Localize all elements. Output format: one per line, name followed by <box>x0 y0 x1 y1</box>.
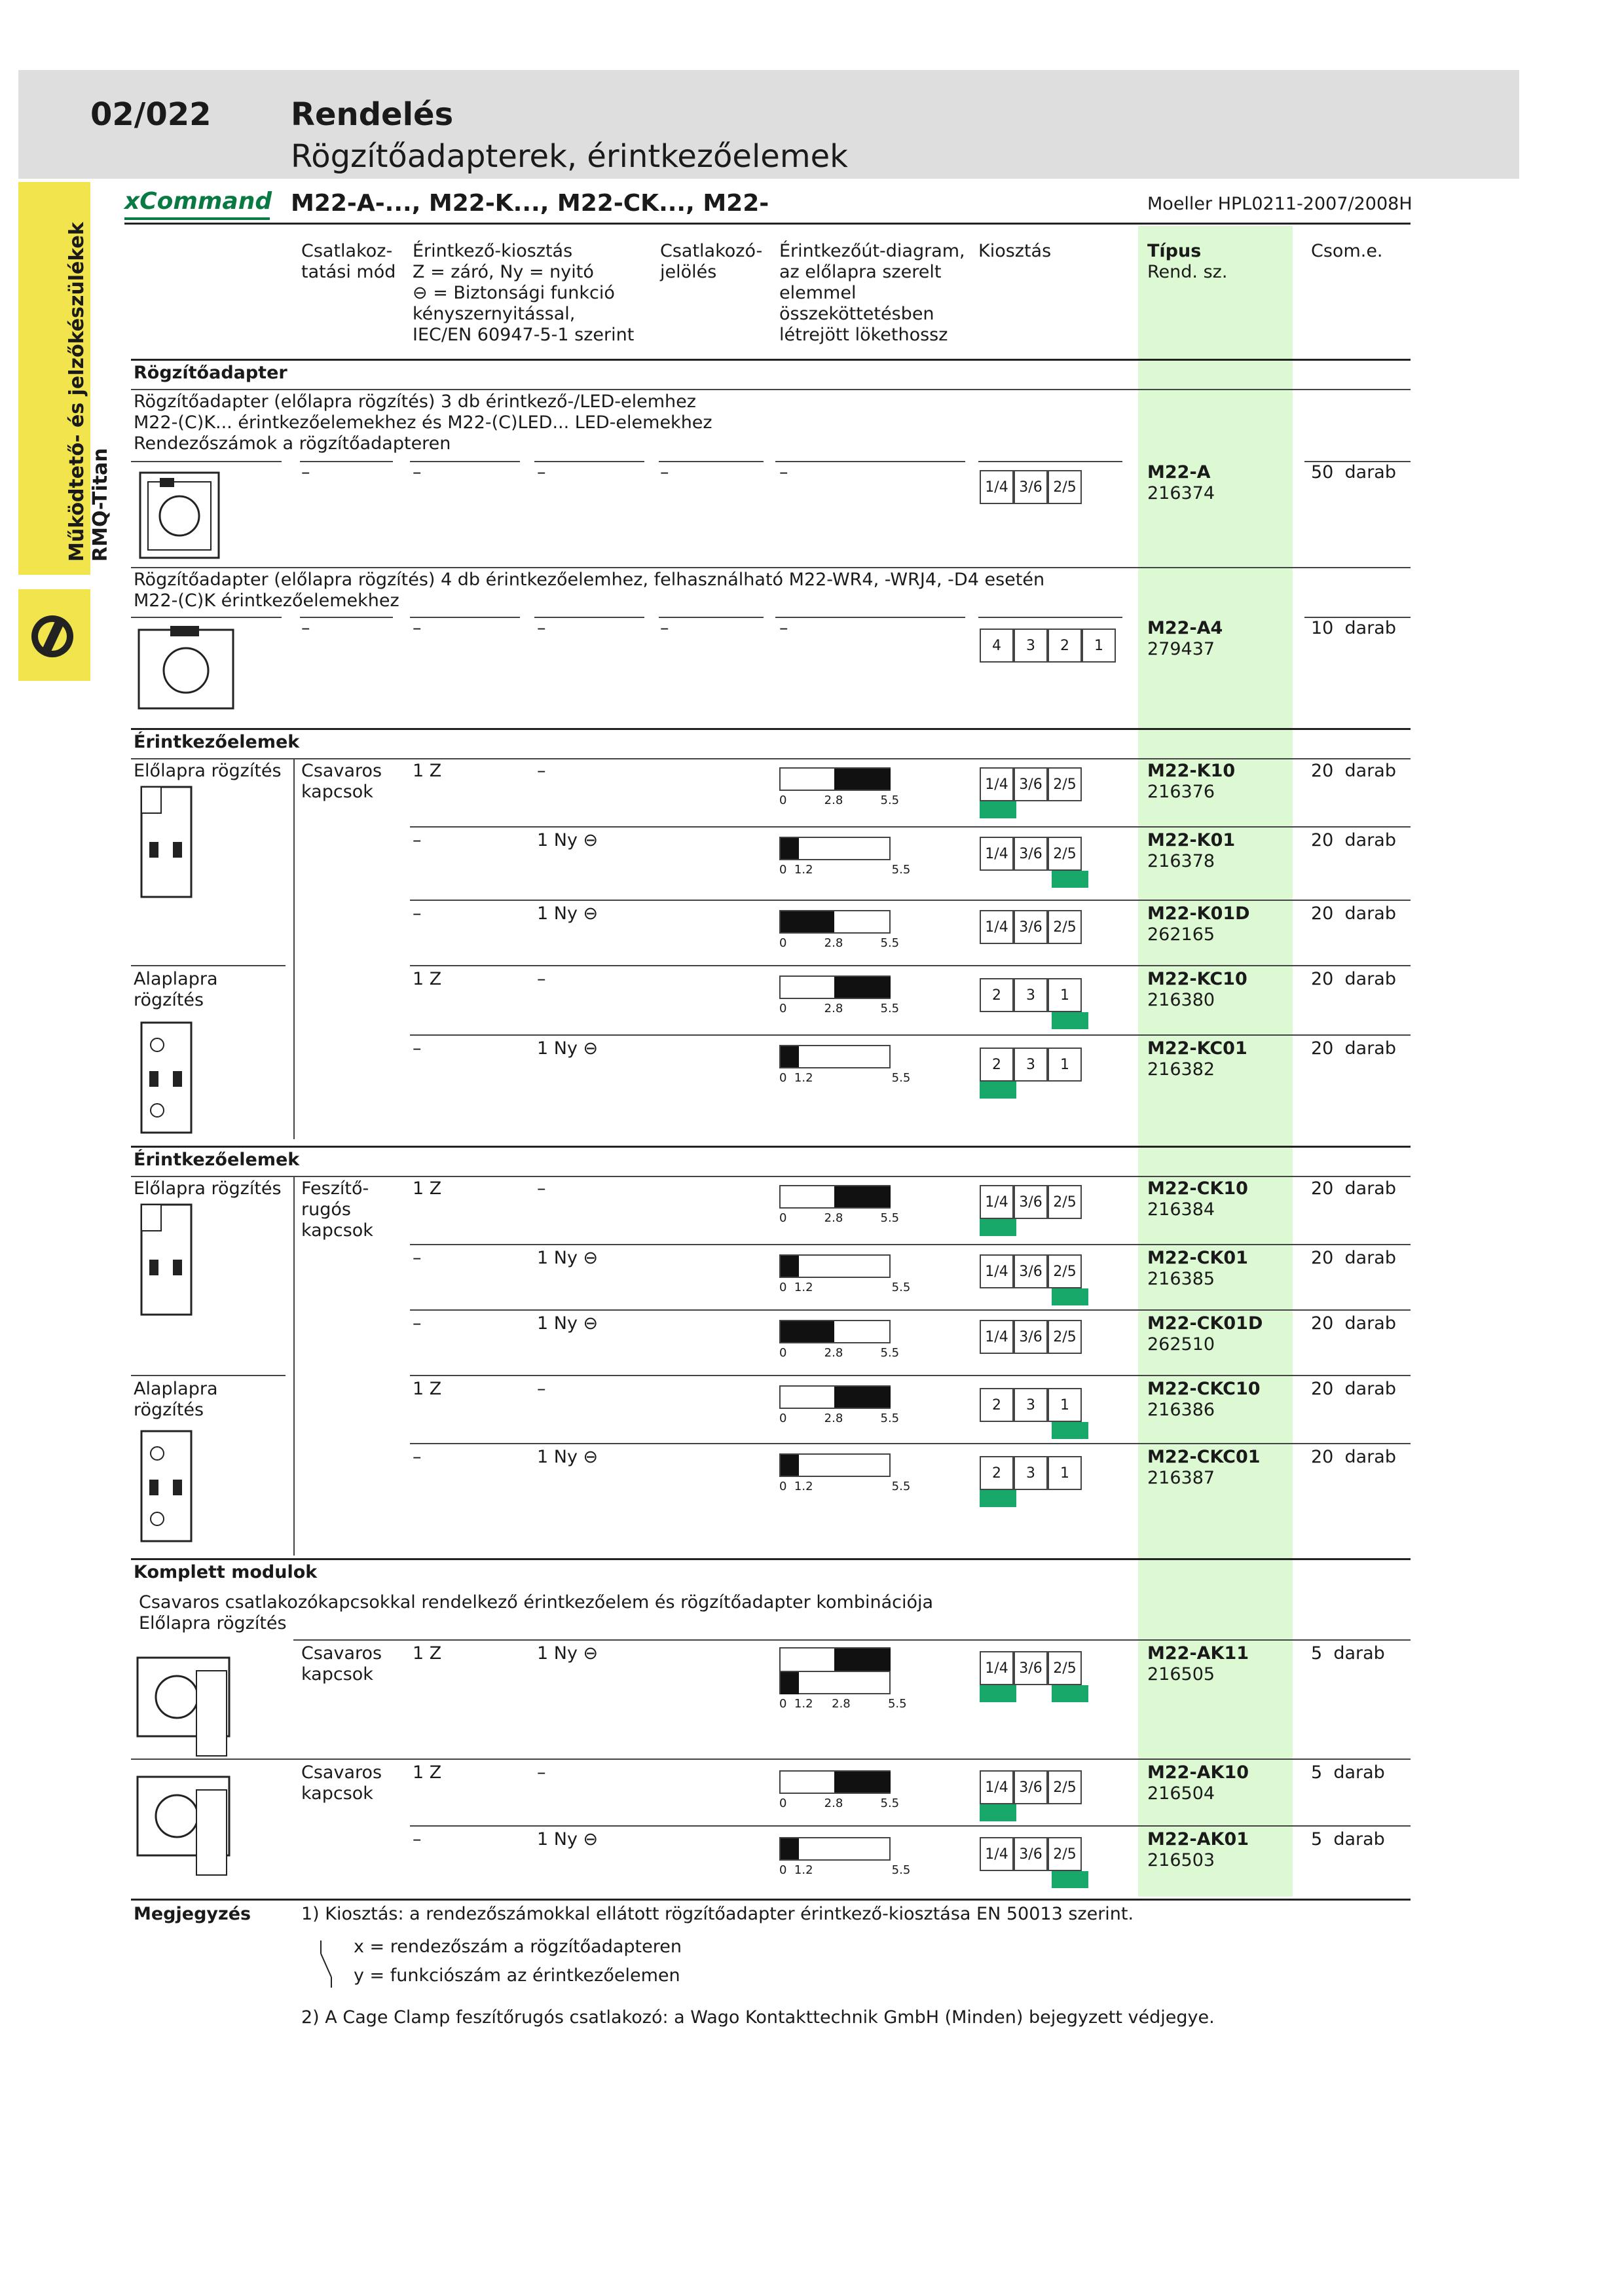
adapter-3-image <box>134 466 225 567</box>
diagram-scale: 0 1.2 5.5 <box>779 863 911 877</box>
cell-dash: – <box>413 830 422 850</box>
adapter-4-image <box>134 621 238 721</box>
contact-nc-no: 1 Ny ⊖ <box>537 1829 599 1850</box>
pack-size: 20 darab <box>1311 1313 1396 1334</box>
header-rule <box>131 359 1411 361</box>
note-1-x: x = rendezőszám a rögzítőadapteren <box>354 1937 682 1957</box>
type-code: M22-AK11 <box>1147 1643 1249 1664</box>
cell-dash: – <box>537 761 546 781</box>
mount-front: Előlapra rögzítés <box>134 761 282 781</box>
travel-diagram <box>779 910 891 934</box>
assign-marker <box>1052 1871 1088 1888</box>
contact-element-base-image <box>134 1427 199 1548</box>
note-1: 1) Kiosztás: a rendezőszámokkal ellátott rögzítőadapter érintkező-kiosztása EN 50013 szerint. <box>301 1904 1134 1924</box>
terminal-screw: Csavaros kapcsok <box>301 1643 382 1685</box>
mount-base: Alaplapra rögzítés <box>134 969 218 1010</box>
pack-size: 50 darab <box>1311 462 1396 483</box>
cell-dash: – <box>413 618 422 638</box>
travel-diagram <box>779 1185 891 1209</box>
type-code: M22-KC10 <box>1147 969 1247 989</box>
pack-size: 20 darab <box>1311 969 1396 989</box>
type-code: M22-CKC01 <box>1147 1447 1261 1467</box>
assign-boxes: 1/4 3/6 2/5 <box>980 1651 1082 1685</box>
page-title: Rendelés <box>291 96 454 133</box>
product-line: M22-A-..., M22-K..., M22-CK..., M22- <box>291 190 769 217</box>
type-code: M22-AK10 <box>1147 1762 1249 1783</box>
order-number: 262165 <box>1147 924 1215 945</box>
terminal-screw: Csavaros kapcsok <box>301 761 382 802</box>
assign-marker <box>980 1490 1016 1507</box>
assign-marker <box>1052 1012 1088 1029</box>
contact-element-image <box>134 783 199 903</box>
cell-dash: – <box>301 462 310 483</box>
assign-boxes: 1/4 3/6 2/5 <box>980 1185 1082 1219</box>
assign-boxes: 1/4 3/6 2/5 <box>980 910 1082 944</box>
section-modules-desc: Csavaros csatlakozókapcsokkal rendelkező érintkezőelem és rögzítőadapter kombinációja Előlapra rögzítés <box>139 1592 934 1633</box>
assign-boxes: 1/4 3/6 2/5 <box>980 470 1082 504</box>
pack-size: 5 darab <box>1311 1829 1385 1850</box>
order-number: 216386 <box>1147 1400 1215 1420</box>
order-number: 216378 <box>1147 851 1215 871</box>
cell-dash: – <box>537 618 546 638</box>
order-number: 216385 <box>1147 1269 1215 1289</box>
selector-switch-icon <box>18 589 90 681</box>
cell-dash: – <box>301 618 310 638</box>
contact-nc-no: 1 Ny ⊖ <box>537 1447 599 1467</box>
travel-diagram <box>779 1647 891 1694</box>
brand-logo: xCommand <box>124 188 272 215</box>
assign-boxes: 2 3 1 <box>980 1456 1082 1490</box>
cell-dash: – <box>413 1038 422 1059</box>
type-code: M22-K01D <box>1147 903 1250 924</box>
col-assign: Kiosztás <box>978 241 1052 261</box>
travel-diagram <box>779 1837 891 1861</box>
cell-dash: – <box>537 462 546 483</box>
travel-diagram <box>779 1045 891 1068</box>
cell-dash: – <box>537 969 546 989</box>
section-adapter-desc: Rögzítőadapter (előlapra rögzítés) 3 db érintkező-/LED-elemhez M22-(C)K... érintkezőelemekhez és M22-(C)LED... LED-elemekhez Rendezőszámok a rögzítőadapteren <box>134 392 712 454</box>
assign-marker <box>980 1082 1016 1099</box>
assign-marker <box>980 1804 1016 1821</box>
mount-base: Alaplapra rögzítés <box>134 1379 218 1420</box>
assign-marker <box>1052 1288 1088 1305</box>
col-type: Típus <box>1147 241 1202 261</box>
type-code: M22-CK01 <box>1147 1248 1248 1268</box>
travel-diagram <box>779 1453 891 1477</box>
type-code: M22-AK01 <box>1147 1829 1249 1850</box>
travel-diagram <box>779 1254 891 1278</box>
diagram-scale: 0 1.2 2.8 5.5 <box>779 1697 907 1711</box>
contact-nc-no: 1 Z <box>413 761 442 781</box>
diagram-scale: 0 2.8 5.5 <box>779 1346 900 1360</box>
terminal-screw: Csavaros kapcsok <box>301 1762 382 1804</box>
diagram-scale: 0 1.2 5.5 <box>779 1071 911 1085</box>
cell-dash: – <box>779 462 788 483</box>
order-number: 216504 <box>1147 1783 1215 1804</box>
cell-dash: – <box>660 618 669 638</box>
contact-nc-no: 1 Ny ⊖ <box>537 1313 599 1334</box>
section-modules: Komplett modulok <box>134 1562 318 1582</box>
type-code: M22-K10 <box>1147 761 1236 781</box>
assign-boxes: 2 3 1 <box>980 1048 1082 1082</box>
order-number: 216505 <box>1147 1664 1215 1685</box>
cell-dash: – <box>413 462 422 483</box>
order-number: 216387 <box>1147 1468 1215 1488</box>
travel-diagram <box>779 767 891 791</box>
pack-size: 5 darab <box>1311 1762 1385 1783</box>
catalog-ref: Moeller HPL0211-2007/2008H <box>1147 194 1412 214</box>
travel-diagram <box>779 1385 891 1409</box>
type-code: M22-A <box>1147 462 1211 483</box>
pack-size: 20 darab <box>1311 1248 1396 1268</box>
cell-dash: – <box>413 1829 422 1850</box>
order-number: 216376 <box>1147 782 1215 802</box>
order-number: 216382 <box>1147 1059 1215 1080</box>
pack-size: 20 darab <box>1311 830 1396 850</box>
col-connection: Csatlakoz- tatási mód <box>301 241 396 282</box>
travel-diagram <box>779 837 891 860</box>
pack-size: 10 darab <box>1311 618 1396 638</box>
cell-dash: – <box>413 1248 422 1268</box>
contact-nc-no: 1 Z <box>413 1178 442 1199</box>
assign-marker <box>1052 1685 1088 1702</box>
diagram-scale: 0 1.2 5.5 <box>779 1281 911 1294</box>
order-number: 216384 <box>1147 1199 1215 1220</box>
note-1-y: y = funkciószám az érintkezőelemen <box>354 1965 680 1986</box>
module-ak10-image <box>131 1764 236 1884</box>
cell-dash: – <box>413 1447 422 1467</box>
order-number: 279437 <box>1147 639 1215 659</box>
section-contacts-spring: Érintkezőelemek <box>134 1150 300 1170</box>
pack-size: 20 darab <box>1311 1379 1396 1399</box>
cell-dash: – <box>537 1762 546 1783</box>
assign-marker <box>1052 1422 1088 1439</box>
contact-nc-no: 1 Z <box>413 1379 442 1399</box>
order-number: 262510 <box>1147 1334 1215 1355</box>
brand-underline <box>124 217 270 220</box>
notes-title: Megjegyzés <box>134 1904 251 1924</box>
pack-size: 20 darab <box>1311 1038 1396 1059</box>
contact-nc-no: 1 Ny ⊖ <box>537 1038 599 1059</box>
contact-nc-no: 1 Z <box>413 1762 442 1783</box>
contact-symbol-icon <box>317 1938 343 1993</box>
type-code: M22-K01 <box>1147 830 1236 850</box>
assign-boxes: 1/4 3/6 2/5 <box>980 1320 1082 1354</box>
assign-boxes: 2 3 1 <box>980 978 1082 1012</box>
diagram-scale: 0 2.8 5.5 <box>779 936 900 950</box>
assign-marker <box>1052 871 1088 888</box>
pack-size: 5 darab <box>1311 1643 1385 1664</box>
diagram-scale: 0 2.8 5.5 <box>779 1002 900 1015</box>
assign-boxes: 2 3 1 <box>980 1388 1082 1422</box>
diagram-scale: 0 2.8 5.5 <box>779 1796 900 1810</box>
assign-boxes: 1/4 3/6 2/5 <box>980 1254 1082 1288</box>
assign-boxes: 1/4 3/6 2/5 <box>980 767 1082 801</box>
cell-dash: – <box>660 462 669 483</box>
section-contacts: Érintkezőelemek <box>134 732 300 752</box>
contact-element-base-image <box>134 1019 199 1139</box>
diagram-scale: 0 2.8 5.5 <box>779 1412 900 1425</box>
section-adapter4-desc: Rögzítőadapter (előlapra rögzítés) 4 db érintkezőelemhez, felhasználható M22-WR4, -WRJ4, -D4 esetén M22-(C)K érintkezőelemekhez <box>134 570 1045 611</box>
pack-size: 20 darab <box>1311 1447 1396 1467</box>
type-code: M22-A4 <box>1147 618 1223 638</box>
mount-front: Előlapra rögzítés <box>134 1178 282 1199</box>
assign-marker <box>980 1685 1016 1702</box>
col-ordernum: Rend. sz. <box>1147 262 1228 282</box>
travel-diagram <box>779 975 891 999</box>
diagram-scale: 0 2.8 5.5 <box>779 793 900 807</box>
assign-marker <box>980 801 1016 818</box>
type-code: M22-CK10 <box>1147 1178 1248 1199</box>
type-code: M22-CKC10 <box>1147 1379 1261 1399</box>
col-diagram: Érintkezőút-diagram, az előlapra szerelt elemmel összeköttetésben létrejött lökethossz <box>779 241 965 345</box>
terminal-spring: Feszítő- rugós kapcsok <box>301 1178 373 1241</box>
pack-size: 20 darab <box>1311 761 1396 781</box>
cell-dash: – <box>537 1379 546 1399</box>
note-2: 2) A Cage Clamp feszítőrugós csatlakozó: a Wago Kontakttechnik GmbH (Minden) bejegyzett védjegye. <box>301 2007 1215 2028</box>
contact-nc-no: 1 Z <box>413 969 442 989</box>
pack-size: 20 darab <box>1311 1178 1396 1199</box>
order-number: 216503 <box>1147 1850 1215 1870</box>
sidebar-label: Működtető- és jelzőkészülékek RMQ-Titan <box>65 222 112 562</box>
module-ak11-image <box>131 1645 236 1765</box>
diagram-scale: 0 2.8 5.5 <box>779 1211 900 1225</box>
assign-boxes: 4 3 2 1 <box>980 629 1116 663</box>
order-number: 216374 <box>1147 483 1215 503</box>
top-rule <box>124 223 1411 225</box>
cell-dash: – <box>537 1178 546 1199</box>
travel-diagram <box>779 1770 891 1794</box>
col-terminal: Csatlakozó- jelölés <box>660 241 763 282</box>
assign-boxes: 1/4 3/6 2/5 <box>980 1837 1082 1871</box>
contact-nc-no: 1 Ny ⊖ <box>537 1643 599 1664</box>
assign-marker <box>980 1219 1016 1236</box>
assign-boxes: 1/4 3/6 2/5 <box>980 837 1082 871</box>
contact-element-image <box>134 1201 199 1321</box>
pack-size: 20 darab <box>1311 903 1396 924</box>
section-adapter: Rögzítőadapter <box>134 363 287 383</box>
contact-nc-no: 1 Z <box>413 1643 442 1664</box>
assign-boxes: 1/4 3/6 2/5 <box>980 1770 1082 1804</box>
diagram-scale: 0 1.2 5.5 <box>779 1863 911 1877</box>
rule <box>131 389 1411 390</box>
page-subtitle: Rögzítőadapterek, érintkezőelemek <box>291 138 848 175</box>
diagram-scale: 0 1.2 5.5 <box>779 1480 911 1493</box>
col-pack: Csom.e. <box>1311 241 1383 261</box>
travel-diagram <box>779 1320 891 1343</box>
cell-dash: – <box>779 618 788 638</box>
contact-nc-no: 1 Ny ⊖ <box>537 903 599 924</box>
type-code: M22-KC01 <box>1147 1038 1247 1059</box>
col-contacts: Érintkező-kiosztás Z = záró, Ny = nyitó ⊖ = Biztonsági funkció kényszernyitással, IEC/EN 60947-5-1 szerint <box>413 241 635 345</box>
cell-dash: – <box>413 1313 422 1334</box>
page-number: 02/022 <box>90 96 212 133</box>
type-code: M22-CK01D <box>1147 1313 1263 1334</box>
order-number: 216380 <box>1147 990 1215 1010</box>
cell-dash: – <box>413 903 422 924</box>
contact-nc-no: 1 Ny ⊖ <box>537 830 599 850</box>
contact-nc-no: 1 Ny ⊖ <box>537 1248 599 1268</box>
